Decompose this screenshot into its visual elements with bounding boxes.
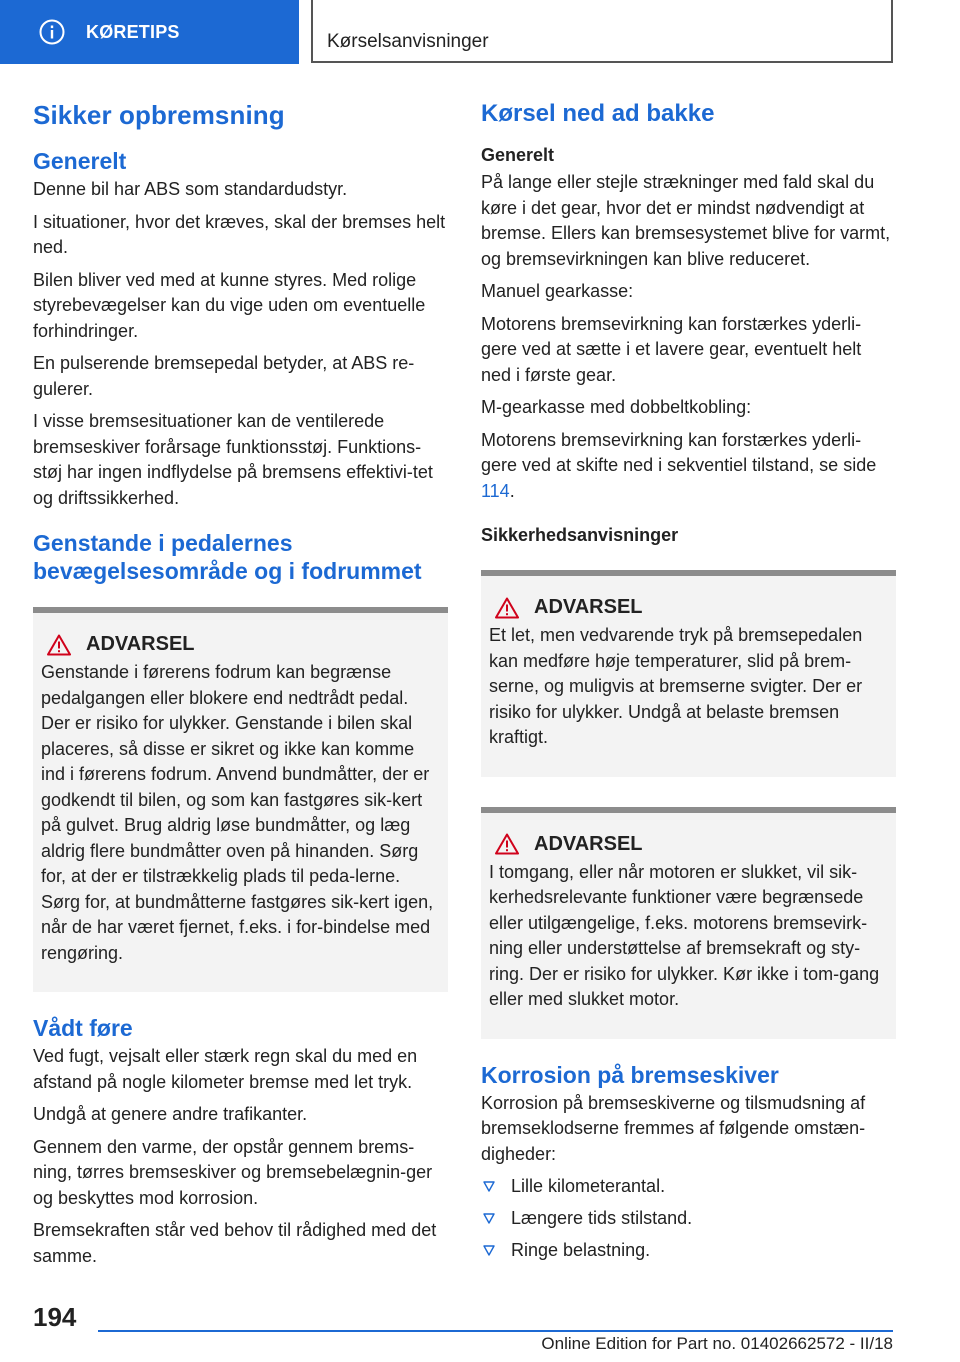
list-item xyxy=(481,1238,896,1263)
paragraph: M-gearkasse med dobbeltkobling: xyxy=(481,397,752,417)
list-item-text: Lille kilometerantal. xyxy=(511,1176,666,1196)
warning-box xyxy=(33,607,448,992)
right-column xyxy=(481,100,896,1270)
section-tab xyxy=(0,0,299,64)
paragraph: Denne bil har ABS som standardudstyr. xyxy=(33,179,348,199)
paragraph: Manuel gearkasse: xyxy=(481,281,634,301)
paragraph: Bremsekraften står ved behov til rådighed med det samme. xyxy=(33,1220,437,1266)
page-reference-link[interactable]: 114 xyxy=(481,480,510,501)
paragraph: En pulserende bremsepedal betyder, at ABS re‐gulerer. xyxy=(33,353,415,399)
paragraph: I visse bremsesituationer kan de ventilerede bremseskiver forårsage funktionsstøj. Funktions‐støj har ingen indflydelse på bremsens effektivi‐tet og driftssikkerhed. xyxy=(33,411,433,508)
subheading-objects: Genstande i pedalernes bevægelsesområde og i fodrummet xyxy=(33,530,422,584)
paragraph: Ved fugt, vejsalt eller stærk regn skal du med en afstand på nogle kilometer bremse med let tryk. xyxy=(33,1046,418,1092)
paragraph: Korrosion på bremseskiverne og tilsmudsning af bremseklodserne fremmes af følgende omstæn‐digheder: xyxy=(481,1092,866,1164)
section-label: KØRETIPS xyxy=(86,21,180,42)
left-column xyxy=(33,100,448,1276)
paragraph: Bilen bliver ved med at kunne styres. Med rolige styrebevægelser kan du vige uden om eventuelle forhindringer. xyxy=(33,269,426,341)
warning-header xyxy=(47,633,440,656)
bullet-list xyxy=(481,1174,896,1263)
warning-header xyxy=(495,833,888,856)
info-icon xyxy=(39,19,65,45)
triangle-bullet-icon xyxy=(483,1245,495,1256)
edition-text: Online Edition for Part no. 01402662572 - II/18 xyxy=(541,1334,893,1353)
paragraph: Gennem den varme, der opstår gennem brems‐ning, tørres bremseskiver og bremsebelægnin‐ger og beskyttes mod korrosion. xyxy=(33,1136,433,1208)
subheading-wet-conditions: Vådt føre xyxy=(33,1015,133,1041)
list-item xyxy=(481,1206,896,1231)
section-title-braking: Sikker opbremsning xyxy=(33,100,285,130)
chapter-label: Kørselsanvisninger xyxy=(327,31,489,52)
paragraph xyxy=(481,428,896,505)
warning-title: ADVARSEL xyxy=(534,832,643,855)
list-item-text: Længere tids stilstand. xyxy=(511,1208,693,1228)
warning-title: ADVARSEL xyxy=(86,633,195,655)
warning-text: Et let, men vedvarende tryk på bremsepedalen kan medføre høje temperaturer, slid på brem‐serne, og muligvis at bremserne svigter. Der er risiko for ulykker. Undgå at belaste bremsen kraftigt. xyxy=(489,625,863,747)
subheading-general: Generelt xyxy=(33,148,127,174)
subheading-corrosion: Korrosion på bremseskiver xyxy=(481,1061,779,1088)
paragraph-end: . xyxy=(509,480,515,501)
subheading-safety: Sikkerhedsanvisninger xyxy=(481,525,679,545)
paragraph: Motorens bremsevirkning kan forstærkes yderli‐gere ved at sætte i et lavere gear, eventuelt helt ned i første gear. xyxy=(481,313,862,385)
warning-triangle-icon xyxy=(47,634,71,656)
paragraph: I situationer, hvor det kræves, skal der bremses helt ned. xyxy=(33,211,446,257)
chapter-header xyxy=(311,0,893,63)
list-item-text: Ringe belastning. xyxy=(511,1240,651,1260)
paragraph: Undgå at genere andre trafikanter. xyxy=(33,1104,308,1124)
page-number: 194 xyxy=(33,1302,77,1332)
warning-header xyxy=(495,596,888,619)
subheading-general: Generelt xyxy=(481,145,555,165)
section-title-downhill: Kørsel ned ad bakke xyxy=(481,100,715,127)
paragraph-text: Motorens bremsevirkning kan forstærkes yderli‐gere ved at skifte ned i sekventiel tilstand, se side xyxy=(481,429,877,475)
warning-box xyxy=(481,807,896,1039)
warning-triangle-icon xyxy=(495,597,519,619)
warning-title: ADVARSEL xyxy=(534,596,643,618)
warning-text: I tomgang, eller når motoren er slukket, vil sik‐kerhedsrelevante funktioner være begrænsede eller utilgængelige, f.eks. motorens bremsevirk‐ning eller understøttelse af bremsekraft og sty‐ring. Der er risiko for ulykker. Kør ikke i tom‐gang eller med slukket motor. xyxy=(489,861,880,1009)
list-item xyxy=(481,1174,896,1199)
warning-triangle-icon xyxy=(495,833,519,855)
paragraph: På lange eller stejle strækninger med fald skal du køre i det gear, hvor det er mindst nødvendigt at bremse. Ellers kan bremsesystemet blive for varmt, og bremsevirkningen kan blive reduceret. xyxy=(481,172,891,269)
triangle-bullet-icon xyxy=(483,1181,495,1192)
warning-text: Genstande i førerens fodrum kan begrænse pedalgangen eller blokere end nedtrådt pedal. Der er risiko for ulykker. Genstande i bilen skal placeres, så disse er sikret og ikke kan komme ind i førerens fodrum. Anvend bundmåtter, der er godkendt til bilen, og som kan fastgøres sik‐kert på gulvet. Brug aldrig løse bundmåtter, og læg aldrig flere bundmåtter oven på hinanden. Sørg for, at der er tilstrækkelig plads til peda‐lerne. Sørg for, at bundmåtterne fastgøres sik‐kert igen, når de har været fjernet, f.eks. i for‐bindelse med rengøring. xyxy=(41,662,434,963)
triangle-bullet-icon xyxy=(483,1213,495,1224)
footer-divider xyxy=(98,1330,893,1332)
warning-box xyxy=(481,570,896,777)
